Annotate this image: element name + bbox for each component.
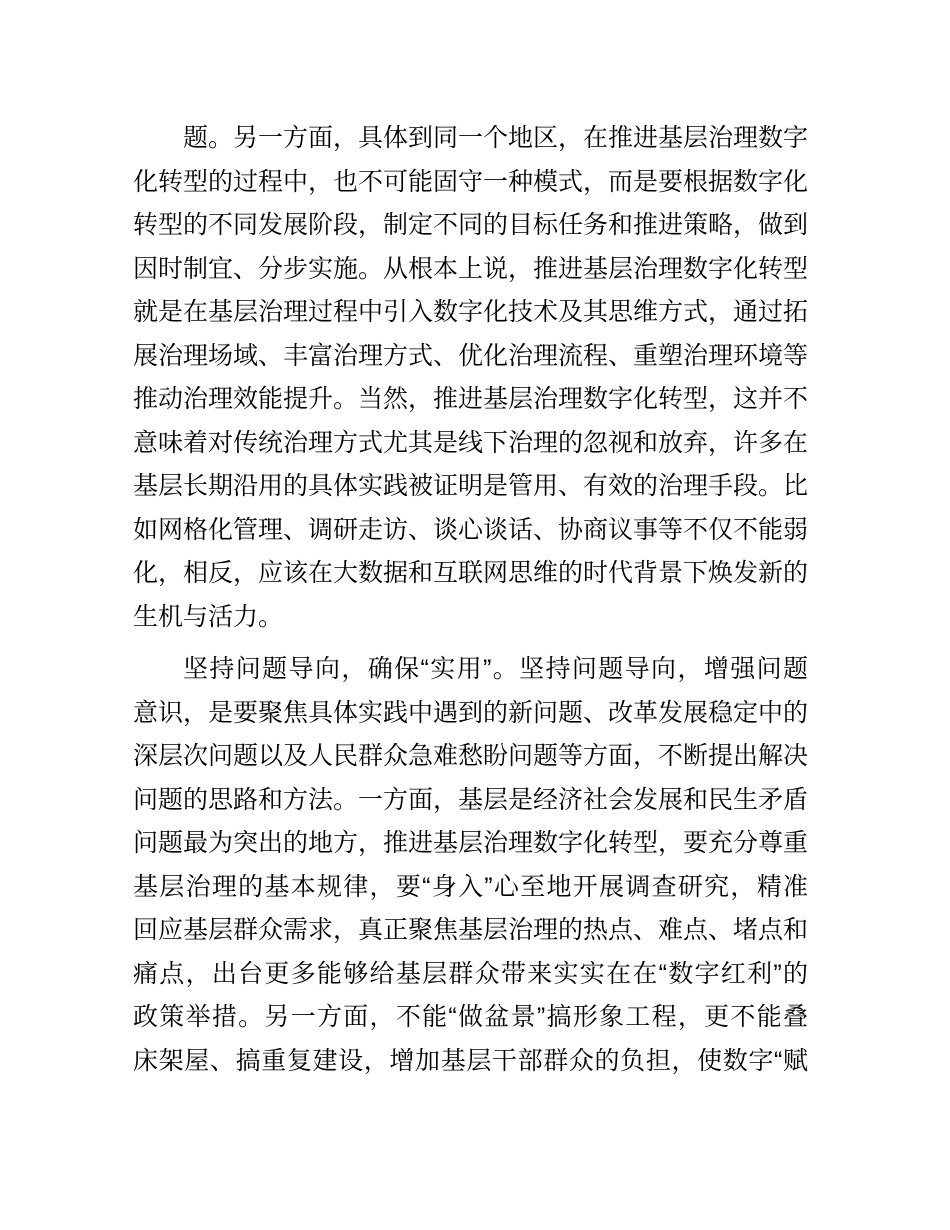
paragraph-line: 意味着对传统治理方式尤其是线下治理的忽视和放弃，许多在 <box>133 428 809 457</box>
paragraph-line: 基层治理的基本规律，要“身入”心至地开展调查研究，精准 <box>133 872 808 901</box>
paragraph-line: 回应基层群众需求，真正聚焦基层治理的热点、难点、堵点和 <box>133 916 809 944</box>
paragraph-2 <box>133 648 808 1083</box>
paragraph-line: 就是在基层治理过程中引入数字化技术及其思维方式，通过拓 <box>133 298 809 326</box>
paragraph-line: 坚持问题导向，确保“实用”。坚持问题导向，增强问题 <box>183 655 808 683</box>
paragraph-line: 生机与活力。 <box>133 602 284 631</box>
paragraph-line: 深层次问题以及人民群众急难愁盼问题等方面，不断提出解决 <box>133 742 809 770</box>
paragraph-line: 推动治理效能提升。当然，推进基层治理数字化转型，这并不 <box>133 385 809 413</box>
paragraph-line: 题。另一方面，具体到同一个地区，在推进基层治理数字 <box>183 124 809 152</box>
paragraph-line: 化转型的过程中，也不可能固守一种模式，而是要根据数字化 <box>133 167 809 196</box>
paragraph-line: 转型的不同发展阶段，制定不同的目标任务和推进策略，做到 <box>133 211 809 239</box>
paragraph-line: 问题最为突出的地方，推进基层治理数字化转型，要充分尊重 <box>133 829 809 857</box>
paragraph-line: 床架屋、搞重复建设，增加基层干部群众的负担，使数字“赋 <box>133 1046 808 1075</box>
paragraph-line: 痛点，出台更多能够给基层群众带来实实在在“数字红利”的 <box>133 959 808 988</box>
paragraph-line: 化，相反，应该在大数据和互联网思维的时代背景下焕发新的 <box>133 559 809 587</box>
paragraph-line: 政策举措。另一方面，不能“做盆景”搞形象工程，更不能叠 <box>133 1003 808 1031</box>
paragraph-line: 展治理场域、丰富治理方式、优化治理流程、重塑治理环境等 <box>133 341 809 370</box>
paragraph-line: 基层长期沿用的具体实践被证明是管用、有效的治理手段。比 <box>133 472 809 500</box>
paragraph-line: 意识，是要聚焦具体实践中遇到的新问题、改革发展稳定中的 <box>133 698 809 727</box>
paragraph-line: 问题的思路和方法。一方面，基层是经济社会发展和民生矛盾 <box>133 785 809 814</box>
paragraph-line: 如网格化管理、调研走访、谈心谈话、协商议事等不仅不能弱 <box>133 515 809 544</box>
paragraph-1 <box>133 117 808 639</box>
paragraph-line: 因时制宜、分步实施。从根本上说，推进基层治理数字化转型 <box>133 254 809 283</box>
